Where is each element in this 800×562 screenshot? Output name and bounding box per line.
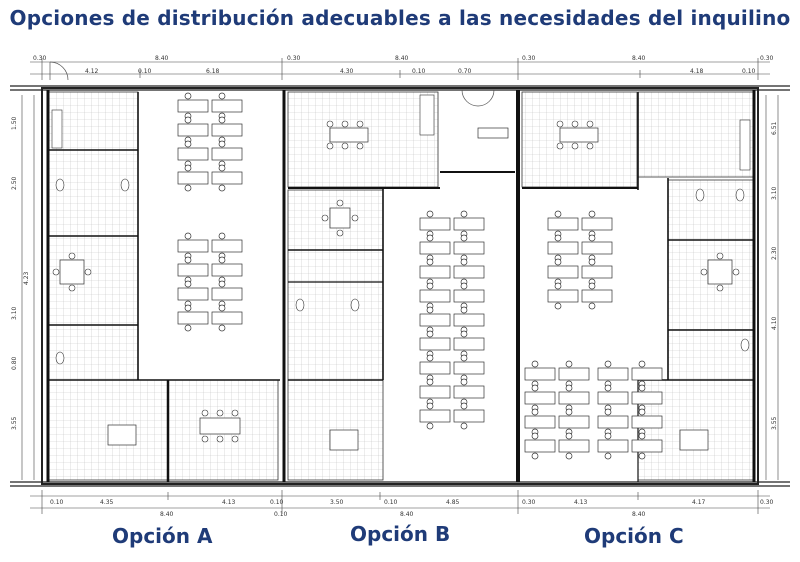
desk-chair: [185, 165, 191, 171]
desk: [420, 410, 450, 422]
desk: [178, 172, 208, 184]
desk: [178, 124, 208, 136]
desk-chair: [532, 433, 538, 439]
desk: [454, 290, 484, 302]
option-a-label: Opción A: [112, 524, 213, 548]
dim-left-2: 2.50: [11, 176, 18, 190]
desk-chair: [185, 305, 191, 311]
dim-top-14: 4.18: [690, 68, 704, 75]
desk: [178, 264, 208, 276]
table-b-meeting: [330, 208, 350, 228]
desk-chair: [219, 141, 225, 147]
desk: [212, 148, 242, 160]
desk-chair: [427, 403, 433, 409]
desk: [632, 440, 662, 452]
dim-bot-10: 4.17: [692, 499, 706, 506]
desk: [420, 290, 450, 302]
desk-chair: [461, 379, 467, 385]
desk: [178, 148, 208, 160]
desk: [454, 314, 484, 326]
dim-top-12: 0.10: [412, 68, 426, 75]
dim-right-5: 3.55: [771, 416, 778, 430]
dim-bot-9: 4.13: [574, 499, 588, 506]
desk-chair: [219, 185, 225, 191]
desk-chair: [219, 257, 225, 263]
desk-chair: [566, 433, 572, 439]
dim-top-15: 0.10: [742, 68, 756, 75]
desk: [559, 368, 589, 380]
desk-chair: [219, 281, 225, 287]
dim-top-10: 6.18: [206, 68, 220, 75]
desk-chair: [589, 283, 595, 289]
desk-chair: [219, 117, 225, 123]
entry-door-center: [462, 90, 494, 106]
desk-chair: [555, 235, 561, 241]
dim-top-7: 0.30: [760, 55, 774, 62]
desk: [212, 312, 242, 324]
desk: [420, 266, 450, 278]
dim-bot-11: 0.30: [760, 499, 774, 506]
dim-bot-5: 3.50: [330, 499, 344, 506]
desk-chair: [639, 385, 645, 391]
desk-chair: [185, 325, 191, 331]
desk: [454, 266, 484, 278]
desk-chair: [461, 211, 467, 217]
desk: [454, 218, 484, 230]
desk: [420, 338, 450, 350]
desk-chair: [555, 259, 561, 265]
desk: [178, 312, 208, 324]
desk-chair: [461, 259, 467, 265]
dim-top-11: 4.30: [340, 68, 354, 75]
desk-chair: [555, 303, 561, 309]
desk: [178, 288, 208, 300]
dim-top-9: 0.10: [138, 68, 152, 75]
table-b-top: [330, 128, 368, 142]
desk-chair: [427, 379, 433, 385]
dim-bot-14: 8.40: [632, 511, 646, 518]
desk: [525, 392, 555, 404]
desk-chair: [566, 453, 572, 459]
dim-bot-15: 0.10: [274, 511, 288, 518]
desk: [212, 288, 242, 300]
desk-chair: [219, 305, 225, 311]
desk: [582, 266, 612, 278]
desk-chair: [532, 409, 538, 415]
dim-left-3: 4.23: [23, 271, 30, 285]
desk: [420, 218, 450, 230]
sofa-b: [330, 430, 358, 450]
desk: [212, 100, 242, 112]
desk: [632, 392, 662, 404]
desk-chair: [589, 211, 595, 217]
table-c-top: [560, 128, 598, 142]
dim-left-5: 0.80: [11, 356, 18, 370]
desk: [420, 314, 450, 326]
desk: [212, 264, 242, 276]
tile-c-kitchen: [638, 92, 753, 177]
desk: [525, 416, 555, 428]
dim-right-1: 6.51: [771, 121, 778, 135]
desk: [525, 368, 555, 380]
option-c-label: Opción C: [584, 524, 684, 548]
desk-chair: [605, 433, 611, 439]
desk-chair: [427, 259, 433, 265]
desk: [548, 290, 578, 302]
desk-chair: [461, 283, 467, 289]
dim-bot-8: 0.30: [522, 499, 536, 506]
desk: [632, 416, 662, 428]
desk-chair: [427, 307, 433, 313]
desk-chair: [219, 93, 225, 99]
desk-chair: [639, 453, 645, 459]
desk-chair: [532, 453, 538, 459]
dim-top-6: 8.40: [632, 55, 646, 62]
dim-top-4: 8.40: [395, 55, 409, 62]
desk-chair: [185, 117, 191, 123]
sofa-a: [108, 425, 136, 445]
desk-chair: [427, 423, 433, 429]
desk: [420, 386, 450, 398]
desk-chair: [605, 453, 611, 459]
desk-chair: [461, 331, 467, 337]
desk-chair: [639, 361, 645, 367]
desk-chair: [605, 385, 611, 391]
desk: [454, 338, 484, 350]
desk-chair: [532, 385, 538, 391]
dim-right-2: 3.10: [771, 186, 778, 200]
desk-chair: [427, 331, 433, 337]
desk: [454, 386, 484, 398]
desk-chair: [427, 355, 433, 361]
dim-top-8: 4.12: [85, 68, 99, 75]
desk: [548, 266, 578, 278]
desk-chair: [185, 141, 191, 147]
desk-chair: [555, 211, 561, 217]
tile-a-toilets: [48, 150, 138, 240]
sofa-c: [680, 430, 708, 450]
desk: [178, 100, 208, 112]
table-c-meeting: [708, 260, 732, 284]
option-b-label: Opción B: [350, 522, 451, 546]
desk: [632, 368, 662, 380]
dim-top-13: 0.70: [458, 68, 472, 75]
desk-chair: [605, 361, 611, 367]
desk: [559, 416, 589, 428]
desk-chair: [589, 303, 595, 309]
dim-top-3: 0.30: [287, 55, 301, 62]
tile-c-meeting: [668, 240, 753, 330]
dim-bot-2: 4.35: [100, 499, 114, 506]
desk: [454, 242, 484, 254]
dim-right-4: 4.10: [771, 316, 778, 330]
desk-chair: [461, 355, 467, 361]
dim-top-5: 0.30: [522, 55, 536, 62]
dim-top-2: 8.40: [155, 55, 169, 62]
table-a-meeting: [60, 260, 84, 284]
desk: [212, 172, 242, 184]
desk-chair: [185, 185, 191, 191]
desk: [598, 416, 628, 428]
desk: [598, 440, 628, 452]
desk-chair: [589, 259, 595, 265]
desk-chair: [532, 361, 538, 367]
desk-chair: [605, 409, 611, 415]
entry-door-left: [50, 62, 68, 80]
desk: [548, 242, 578, 254]
dim-bot-12: 8.40: [160, 511, 174, 518]
desk: [598, 368, 628, 380]
page-title: Opciones de distribución adecuables a las necesidades del inquilino: [9, 6, 791, 30]
dim-bot-1: 0.10: [50, 499, 64, 506]
dim-bot-7: 4.85: [446, 499, 460, 506]
desk-chair: [566, 361, 572, 367]
dim-left-1: 1.50: [11, 116, 18, 130]
desk: [598, 392, 628, 404]
dim-left-6: 3.55: [11, 416, 18, 430]
desk-chair: [639, 409, 645, 415]
desk-chair: [461, 235, 467, 241]
desk: [212, 124, 242, 136]
desk-chair: [219, 325, 225, 331]
tile-b-wc: [288, 250, 383, 380]
desk-chair: [589, 235, 595, 241]
desk-chair: [219, 165, 225, 171]
desk: [178, 240, 208, 252]
dim-top-1: 0.30: [33, 55, 47, 62]
desk: [454, 410, 484, 422]
desk-chair: [461, 423, 467, 429]
desk: [454, 362, 484, 374]
desk: [525, 440, 555, 452]
tile-c-wc2: [668, 330, 753, 380]
dim-bot-6: 0.10: [384, 499, 398, 506]
desk: [548, 218, 578, 230]
dim-bot-13: 8.40: [400, 511, 414, 518]
desk: [582, 290, 612, 302]
tile-a-bottom: [48, 380, 278, 480]
desk: [582, 242, 612, 254]
desk-chair: [639, 433, 645, 439]
desk-chair: [461, 403, 467, 409]
table-a-bottom: [200, 418, 240, 434]
dim-right-3: 2.30: [771, 246, 778, 260]
desk-chair: [185, 93, 191, 99]
desk-chair: [427, 211, 433, 217]
desk-chair: [461, 307, 467, 313]
desk-chair: [427, 283, 433, 289]
desk: [559, 440, 589, 452]
reception-desk: [478, 128, 508, 138]
dim-bot-3: 4.13: [222, 499, 236, 506]
desk-chair: [185, 257, 191, 263]
desk-chair: [185, 233, 191, 239]
dim-bot-4: 0.10: [270, 499, 284, 506]
desk-chair: [219, 233, 225, 239]
desk: [420, 362, 450, 374]
desk: [559, 392, 589, 404]
desk-chair: [566, 409, 572, 415]
desk-chair: [427, 235, 433, 241]
desk-chair: [185, 281, 191, 287]
dim-left-4: 3.10: [11, 306, 18, 320]
desk: [212, 240, 242, 252]
desk-chair: [566, 385, 572, 391]
desk: [582, 218, 612, 230]
desk-chair: [555, 283, 561, 289]
desk: [420, 242, 450, 254]
